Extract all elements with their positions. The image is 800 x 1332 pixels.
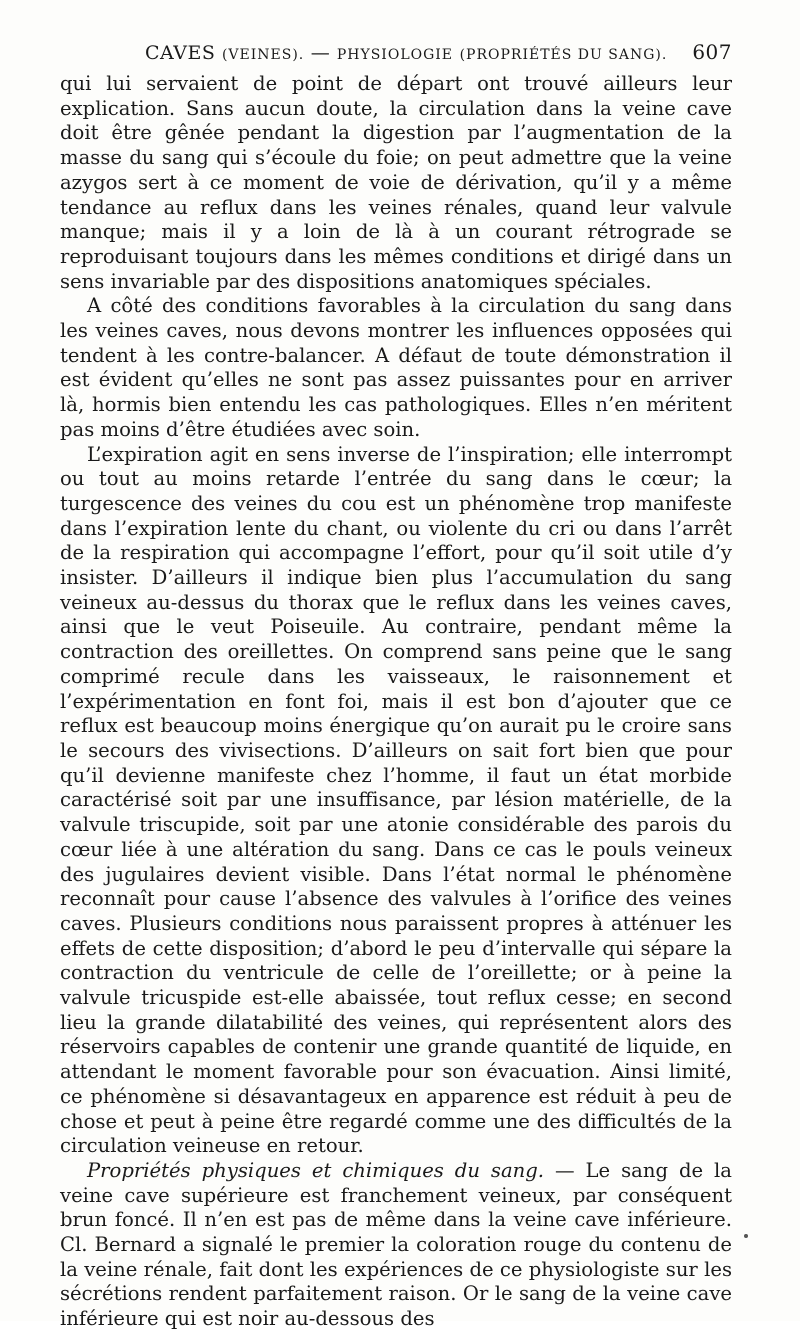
header-title-main: CAVES xyxy=(144,42,216,64)
body-text xyxy=(60,72,732,1332)
paragraph: A côté des conditions favorables à la circulation du sang dans les veines caves, nous devons montrer les influences opposées qui tendent à les contre-balancer. A défaut de toute démonstration il est évident qu’elles ne sont pas assez puissantes pour en arriver là, hormis bien entendu les cas pathologiques. Elles n’en méritent pas moins d’être étudiées avec soin. xyxy=(60,294,732,441)
header-dash: — xyxy=(310,42,331,64)
paragraph: L’expiration agit en sens inverse de l’inspiration; elle interrompt ou tout au moins retarde l’entrée du sang dans le cœur; la turgescence des veines du cou est un phénomène trop manifeste dans l’expiration lente du chant, ou violente du cri ou dans l’arrêt de la respiration qui accompagne l’effort, pour qu’il soit utile d’y insister. D’ailleurs il indique bien plus l’accumulation du sang veineux au-dessus du thorax que le reflux dans les veines caves, ainsi que le veut Poiseuile. Au contraire, pendant même la contraction des oreillettes. On comprend sans peine que le sang comprimé recule dans les vaisseaux, le raisonnement et l’expérimentation en font foi, mais il est bon d’ajouter que ce reflux est beaucoup moins énergique qu’on aurait pu le croire sans le secours des vivisections. D’ailleurs on sait fort bien que pour qu’il devienne manifeste chez l’homme, il faut un état morbide caractérisé soit par une insuffisance, par lésion matérielle, de la valvule triscupide, soit par une atonie considérable des parois du cœur liée à une altération du sang. Dans ce cas le pouls veineux des jugulaires devient visible. Dans l’état normal le phénomène reconnaît pour cause l’absence des valvules à l’orifice des veines caves. Plusieurs conditions nous paraissent propres à atténuer les effets de cette disposition; d’abord le peu d’intervalle qui sépare la contraction du ventricule de celle de l’oreillette; or à peine la valvule tricuspide est-elle abaissée, tout reflux cesse; en second lieu la grande dilatabilité des veines, qui représentent alors des réservoirs capables de contenir une grande quantité de liquide, en attendant le moment favorable pour son évacuation. Ainsi limité, ce phénomène si désavantageux en apparence est réduit à peu de chose et peut à peine être regardé comme une des difficultés de la circulation veineuse en retour. xyxy=(60,442,732,1158)
page-number: 607 xyxy=(692,40,732,64)
header-title xyxy=(60,42,692,64)
header-paren-proprietes: (PROPRIÉTÉS DU SANG). xyxy=(459,47,668,63)
header-paren-veines: (VEINES). xyxy=(221,47,305,63)
paragraph-continuation: qui lui servaient de point de départ ont trouvé ailleurs leur explication. Sans aucun doute, la circulation dans la veine cave doit être gênée pendant la digestion par l’augmentation de la masse du sang qui s’écoule du foie; on peut admettre que la veine azygos sert à ce moment de voie de dérivation, qu’il y a même tendance au reflux dans les veines rénales, quand leur valvule manque; mais il y a loin de là à un courant rétrograde se reproduisant toujours dans les mêmes conditions et dirigé dans un sens invariable par des dispositions anatomiques spéciales. xyxy=(60,72,732,293)
running-head xyxy=(60,40,732,66)
header-subject: PHYSIOLOGIE xyxy=(336,47,454,63)
paragraph-body: — Le sang de la veine cave supérieure est franchement veineux, par conséquent brun foncé. Il n’en est pas de même dans la veine cave inférieure. Cl. Bernard a signalé le premier la coloration rouge du contenu de la veine rénale, fait dont les expériences de ce physiologiste sur les sécrétions rendent parfaitement raison. Or le sang de la veine cave inférieure qui est noir au-dessous des xyxy=(60,1158,732,1331)
section-heading: Propriétés physiques et chimiques du sang. xyxy=(87,1158,545,1182)
print-mark xyxy=(744,1234,748,1238)
paragraph-with-heading xyxy=(60,1159,732,1332)
